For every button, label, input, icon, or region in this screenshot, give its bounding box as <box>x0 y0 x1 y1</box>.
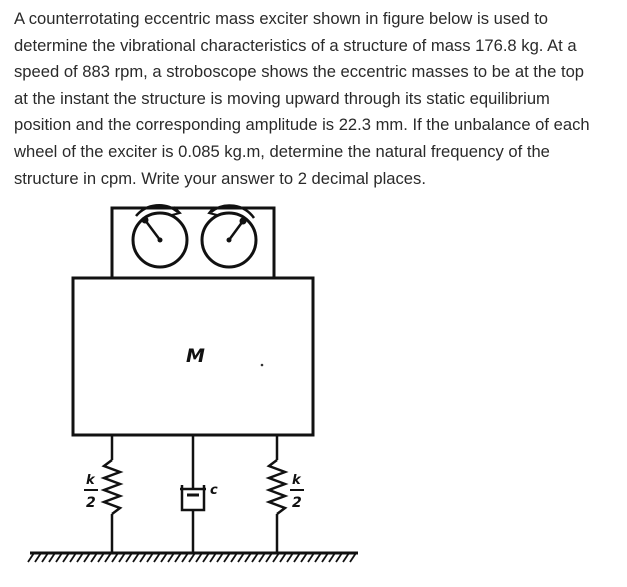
damper-label: c <box>210 483 218 498</box>
problem-line-6: wheel of the exciter is 0.085 kg.m, determine the natural frequency of the <box>14 141 550 161</box>
right-eccentric-wheel <box>202 206 256 267</box>
left-spring-k-label: k <box>86 473 95 488</box>
stray-dot <box>261 364 264 367</box>
problem-line-5: position and the corresponding amplitude is 22.3 mm. If the unbalance of each <box>14 115 590 135</box>
left-eccentric-wheel <box>133 205 187 267</box>
right-spring <box>269 435 285 553</box>
ground <box>28 553 358 562</box>
exciter-housing <box>112 208 274 278</box>
problem-line-1: A counterrotating eccentric mass exciter shown in figure below is used to <box>14 9 549 28</box>
left-spring <box>104 435 120 553</box>
problem-line-7: structure in cpm. Write your answer to 2 decimal places. <box>14 168 426 188</box>
damper <box>180 435 206 553</box>
left-spring-2-label: 2 <box>86 495 96 511</box>
mass-label: M <box>186 345 205 367</box>
right-spring-2-label: 2 <box>292 495 302 511</box>
right-spring-k-label: k <box>292 473 301 488</box>
problem-line-2: determine the vibrational characteristics of a structure of mass 176.8 kg. At a <box>14 35 577 55</box>
problem-line-4: at the instant the structure is moving upward through its static equilibrium <box>14 88 550 108</box>
problem-line-3: speed of 883 rpm, a stroboscope shows the eccentric masses to be at the top <box>14 62 585 82</box>
